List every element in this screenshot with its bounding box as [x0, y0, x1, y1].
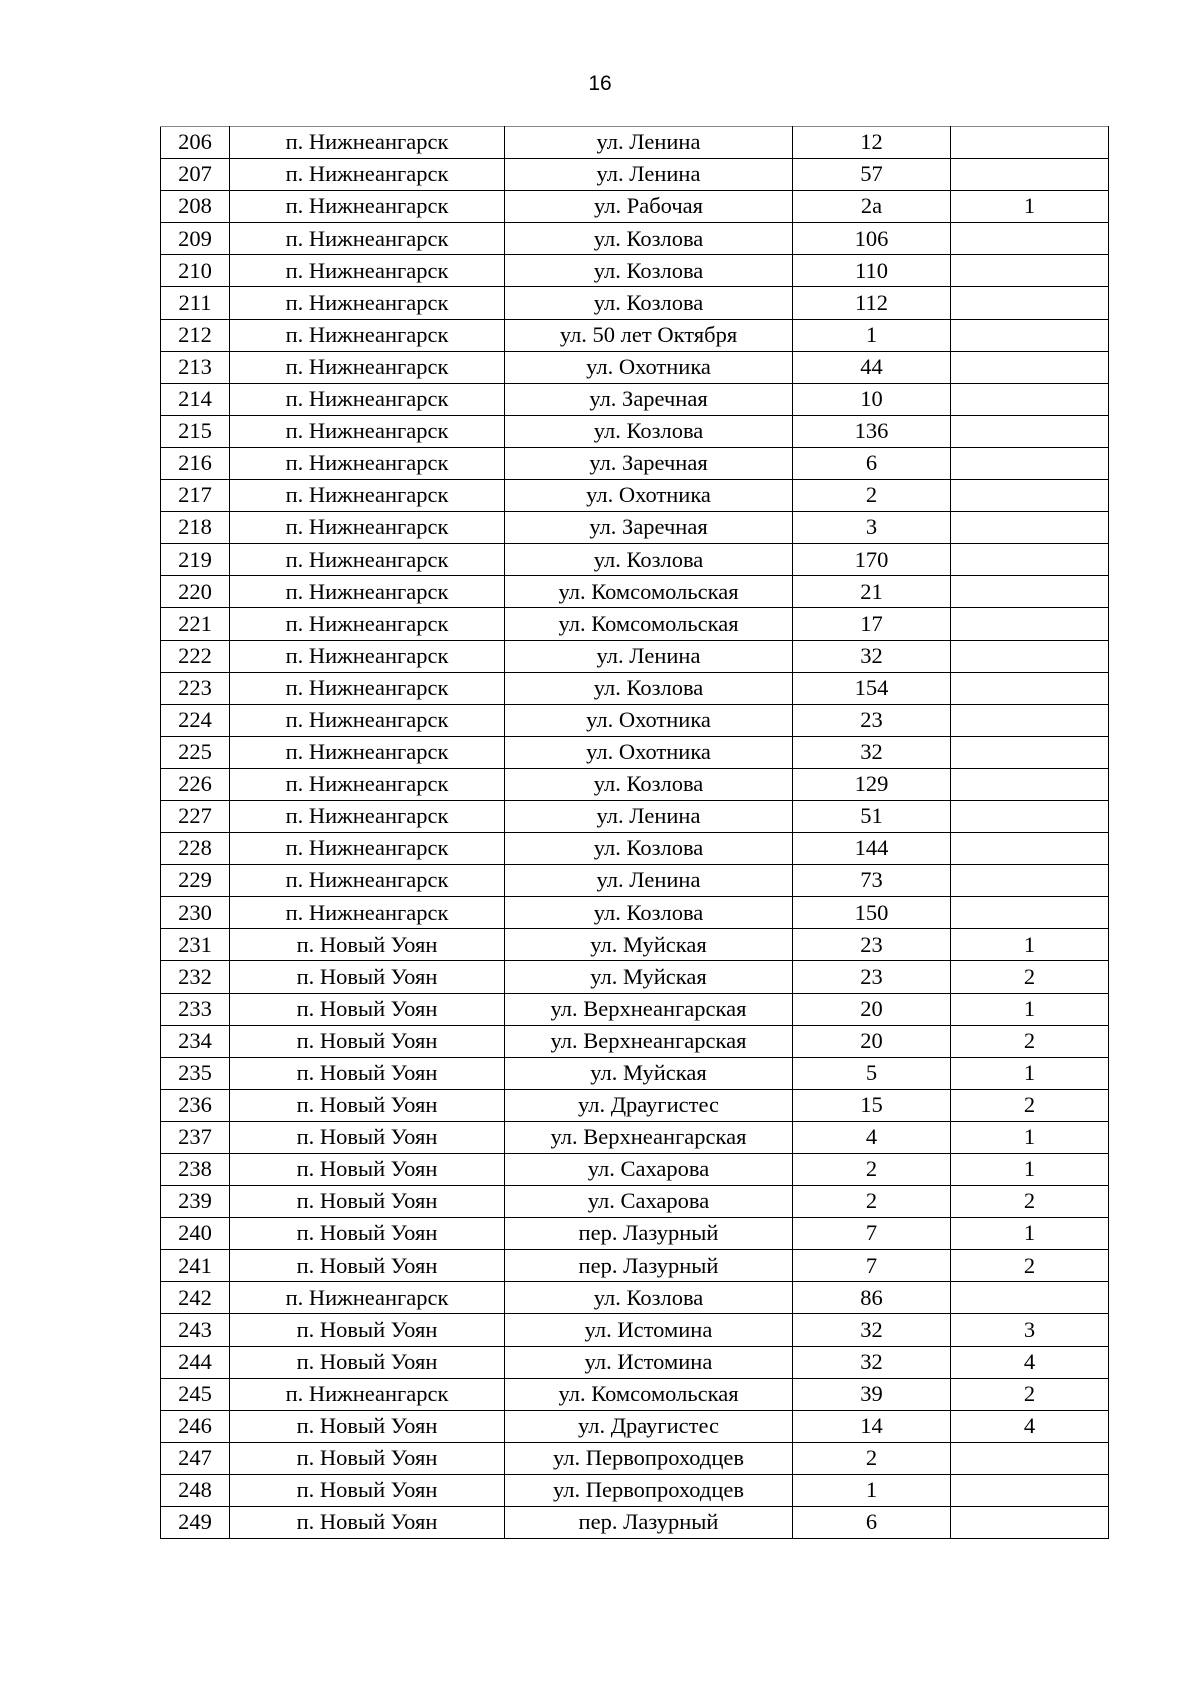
apartment-cell [951, 223, 1109, 255]
table-row [161, 1474, 1109, 1506]
table-row [161, 1250, 1109, 1282]
street-cell: ул. Козлова [505, 255, 793, 287]
table-row [161, 512, 1109, 544]
table-row [161, 800, 1109, 832]
settlement-cell: п. Новый Уоян [230, 1314, 505, 1346]
row-number-cell: 217 [161, 480, 230, 512]
settlement-cell: п. Новый Уоян [230, 1507, 505, 1539]
street-cell: ул. Ленина [505, 159, 793, 191]
settlement-cell: п. Нижнеангарск [230, 351, 505, 383]
apartment-cell: 1 [951, 1154, 1109, 1186]
table-row [161, 833, 1109, 865]
apartment-cell [951, 704, 1109, 736]
settlement-cell: п. Нижнеангарск [230, 383, 505, 415]
settlement-cell: п. Нижнеангарск [230, 544, 505, 576]
row-number-cell: 233 [161, 993, 230, 1025]
apartment-cell [951, 447, 1109, 479]
row-number-cell: 216 [161, 447, 230, 479]
settlement-cell: п. Нижнеангарск [230, 415, 505, 447]
settlement-cell: п. Новый Уоян [230, 1218, 505, 1250]
house-number-cell: 32 [793, 640, 951, 672]
table-row [161, 191, 1109, 223]
house-number-cell: 21 [793, 576, 951, 608]
street-cell: ул. Козлова [505, 287, 793, 319]
house-number-cell: 23 [793, 961, 951, 993]
apartment-cell [951, 1474, 1109, 1506]
house-number-cell: 7 [793, 1218, 951, 1250]
settlement-cell: п. Нижнеангарск [230, 512, 505, 544]
house-number-cell: 32 [793, 736, 951, 768]
table-row [161, 1025, 1109, 1057]
settlement-cell: п. Новый Уоян [230, 1346, 505, 1378]
row-number-cell: 234 [161, 1025, 230, 1057]
row-number-cell: 231 [161, 929, 230, 961]
row-number-cell: 210 [161, 255, 230, 287]
row-number-cell: 223 [161, 672, 230, 704]
row-number-cell: 228 [161, 833, 230, 865]
row-number-cell: 243 [161, 1314, 230, 1346]
table-row [161, 1218, 1109, 1250]
house-number-cell: 3 [793, 512, 951, 544]
house-number-cell: 32 [793, 1314, 951, 1346]
row-number-cell: 232 [161, 961, 230, 993]
settlement-cell: п. Новый Уоян [230, 1442, 505, 1474]
row-number-cell: 245 [161, 1378, 230, 1410]
row-number-cell: 207 [161, 159, 230, 191]
row-number-cell: 219 [161, 544, 230, 576]
table-row [161, 1282, 1109, 1314]
house-number-cell: 112 [793, 287, 951, 319]
table-row [161, 1442, 1109, 1474]
house-number-cell: 14 [793, 1410, 951, 1442]
house-number-cell: 2 [793, 480, 951, 512]
table-row [161, 929, 1109, 961]
house-number-cell: 39 [793, 1378, 951, 1410]
settlement-cell: п. Нижнеангарск [230, 319, 505, 351]
street-cell: ул. Козлова [505, 768, 793, 800]
settlement-cell: п. Новый Уоян [230, 993, 505, 1025]
table-row [161, 480, 1109, 512]
settlement-cell: п. Новый Уоян [230, 929, 505, 961]
street-cell: ул. Сахарова [505, 1186, 793, 1218]
settlement-cell: п. Нижнеангарск [230, 255, 505, 287]
apartment-cell: 2 [951, 1250, 1109, 1282]
house-number-cell: 23 [793, 929, 951, 961]
apartment-cell [951, 1442, 1109, 1474]
apartment-cell: 1 [951, 191, 1109, 223]
settlement-cell: п. Нижнеангарск [230, 1378, 505, 1410]
apartment-cell: 2 [951, 961, 1109, 993]
house-number-cell: 2 [793, 1186, 951, 1218]
house-number-cell: 86 [793, 1282, 951, 1314]
house-number-cell: 73 [793, 865, 951, 897]
table-row [161, 1378, 1109, 1410]
table-row [161, 159, 1109, 191]
street-cell: ул. Козлова [505, 1282, 793, 1314]
settlement-cell: п. Нижнеангарск [230, 800, 505, 832]
row-number-cell: 246 [161, 1410, 230, 1442]
street-cell: ул. Верхнеангарская [505, 993, 793, 1025]
house-number-cell: 17 [793, 608, 951, 640]
row-number-cell: 230 [161, 897, 230, 929]
settlement-cell: п. Новый Уоян [230, 1154, 505, 1186]
row-number-cell: 213 [161, 351, 230, 383]
street-cell: ул. Сахарова [505, 1154, 793, 1186]
house-number-cell: 144 [793, 833, 951, 865]
apartment-cell [951, 351, 1109, 383]
street-cell: ул. Заречная [505, 512, 793, 544]
settlement-cell: п. Нижнеангарск [230, 704, 505, 736]
street-cell: ул. Козлова [505, 833, 793, 865]
settlement-cell: п. Нижнеангарск [230, 897, 505, 929]
apartment-cell [951, 736, 1109, 768]
house-number-cell: 154 [793, 672, 951, 704]
table-row [161, 993, 1109, 1025]
house-number-cell: 10 [793, 383, 951, 415]
row-number-cell: 249 [161, 1507, 230, 1539]
street-cell: ул. Муйская [505, 929, 793, 961]
table-row [161, 640, 1109, 672]
street-cell: ул. Охотника [505, 351, 793, 383]
table-row [161, 608, 1109, 640]
row-number-cell: 238 [161, 1154, 230, 1186]
table-row [161, 576, 1109, 608]
street-cell: ул. Охотника [505, 704, 793, 736]
apartment-cell [951, 1282, 1109, 1314]
apartment-cell: 1 [951, 929, 1109, 961]
settlement-cell: п. Нижнеангарск [230, 127, 505, 159]
house-number-cell: 57 [793, 159, 951, 191]
row-number-cell: 240 [161, 1218, 230, 1250]
settlement-cell: п. Нижнеангарск [230, 736, 505, 768]
street-cell: пер. Лазурный [505, 1507, 793, 1539]
apartment-cell [951, 833, 1109, 865]
row-number-cell: 226 [161, 768, 230, 800]
page-number: 16 [588, 72, 612, 95]
row-number-cell: 208 [161, 191, 230, 223]
row-number-cell: 206 [161, 127, 230, 159]
settlement-cell: п. Нижнеангарск [230, 865, 505, 897]
table-row [161, 1507, 1109, 1539]
table-row [161, 736, 1109, 768]
apartment-cell [951, 512, 1109, 544]
apartment-cell [951, 319, 1109, 351]
house-number-cell: 136 [793, 415, 951, 447]
house-number-cell: 170 [793, 544, 951, 576]
row-number-cell: 227 [161, 800, 230, 832]
table-row [161, 1410, 1109, 1442]
apartment-cell: 1 [951, 993, 1109, 1025]
settlement-cell: п. Новый Уоян [230, 1474, 505, 1506]
apartment-cell [951, 480, 1109, 512]
street-cell: ул. Козлова [505, 544, 793, 576]
apartment-cell: 2 [951, 1025, 1109, 1057]
street-cell: ул. Рабочая [505, 191, 793, 223]
house-number-cell: 15 [793, 1089, 951, 1121]
street-cell: пер. Лазурный [505, 1250, 793, 1282]
row-number-cell: 242 [161, 1282, 230, 1314]
house-number-cell: 6 [793, 1507, 951, 1539]
settlement-cell: п. Новый Уоян [230, 961, 505, 993]
row-number-cell: 229 [161, 865, 230, 897]
table-row [161, 351, 1109, 383]
settlement-cell: п. Нижнеангарск [230, 159, 505, 191]
settlement-cell: п. Нижнеангарск [230, 672, 505, 704]
table-row [161, 544, 1109, 576]
apartment-cell [951, 865, 1109, 897]
table-row [161, 319, 1109, 351]
settlement-cell: п. Нижнеангарск [230, 640, 505, 672]
apartment-cell [951, 159, 1109, 191]
row-number-cell: 247 [161, 1442, 230, 1474]
table-row [161, 704, 1109, 736]
apartment-cell: 3 [951, 1314, 1109, 1346]
table-row [161, 672, 1109, 704]
apartment-cell [951, 127, 1109, 159]
house-number-cell: 2а [793, 191, 951, 223]
house-number-cell: 129 [793, 768, 951, 800]
settlement-cell: п. Новый Уоян [230, 1025, 505, 1057]
settlement-cell: п. Новый Уоян [230, 1057, 505, 1089]
apartment-cell [951, 608, 1109, 640]
street-cell: ул. Охотника [505, 480, 793, 512]
apartment-cell [951, 287, 1109, 319]
street-cell: ул. Первопроходцев [505, 1442, 793, 1474]
row-number-cell: 244 [161, 1346, 230, 1378]
house-number-cell: 106 [793, 223, 951, 255]
apartment-cell: 2 [951, 1186, 1109, 1218]
house-number-cell: 51 [793, 800, 951, 832]
house-number-cell: 20 [793, 1025, 951, 1057]
row-number-cell: 224 [161, 704, 230, 736]
row-number-cell: 214 [161, 383, 230, 415]
table-row [161, 1346, 1109, 1378]
table-row [161, 415, 1109, 447]
settlement-cell: п. Новый Уоян [230, 1089, 505, 1121]
apartment-cell: 4 [951, 1410, 1109, 1442]
apartment-cell [951, 383, 1109, 415]
table-body [161, 127, 1109, 1539]
street-cell: ул. Заречная [505, 383, 793, 415]
house-number-cell: 1 [793, 1474, 951, 1506]
street-cell: ул. Козлова [505, 897, 793, 929]
settlement-cell: п. Нижнеангарск [230, 833, 505, 865]
street-cell: ул. Козлова [505, 415, 793, 447]
table-row [161, 768, 1109, 800]
street-cell: ул. Ленина [505, 865, 793, 897]
apartment-cell [951, 768, 1109, 800]
row-number-cell: 211 [161, 287, 230, 319]
apartment-cell [951, 800, 1109, 832]
street-cell: ул. Муйская [505, 1057, 793, 1089]
row-number-cell: 235 [161, 1057, 230, 1089]
apartment-cell [951, 640, 1109, 672]
street-cell: ул. Истомина [505, 1314, 793, 1346]
street-cell: ул. Драугистес [505, 1410, 793, 1442]
apartment-cell [951, 415, 1109, 447]
house-number-cell: 7 [793, 1250, 951, 1282]
street-cell: ул. Муйская [505, 961, 793, 993]
table-row [161, 1089, 1109, 1121]
settlement-cell: п. Новый Уоян [230, 1121, 505, 1153]
house-number-cell: 5 [793, 1057, 951, 1089]
address-table [160, 126, 1109, 1539]
street-cell: ул. Заречная [505, 447, 793, 479]
settlement-cell: п. Новый Уоян [230, 1250, 505, 1282]
house-number-cell: 23 [793, 704, 951, 736]
apartment-cell [951, 1507, 1109, 1539]
table-row [161, 223, 1109, 255]
row-number-cell: 236 [161, 1089, 230, 1121]
settlement-cell: п. Нижнеангарск [230, 223, 505, 255]
table-row [161, 1314, 1109, 1346]
settlement-cell: п. Новый Уоян [230, 1410, 505, 1442]
street-cell: ул. Комсомольская [505, 608, 793, 640]
apartment-cell [951, 897, 1109, 929]
settlement-cell: п. Нижнеангарск [230, 287, 505, 319]
row-number-cell: 209 [161, 223, 230, 255]
settlement-cell: п. Нижнеангарск [230, 576, 505, 608]
row-number-cell: 221 [161, 608, 230, 640]
row-number-cell: 220 [161, 576, 230, 608]
table-row [161, 255, 1109, 287]
settlement-cell: п. Нижнеангарск [230, 480, 505, 512]
row-number-cell: 248 [161, 1474, 230, 1506]
table-row [161, 961, 1109, 993]
row-number-cell: 225 [161, 736, 230, 768]
table-row [161, 1154, 1109, 1186]
table-row [161, 1057, 1109, 1089]
house-number-cell: 6 [793, 447, 951, 479]
settlement-cell: п. Нижнеангарск [230, 608, 505, 640]
apartment-cell: 4 [951, 1346, 1109, 1378]
street-cell: ул. Первопроходцев [505, 1474, 793, 1506]
street-cell: ул. Ленина [505, 640, 793, 672]
street-cell: ул. Истомина [505, 1346, 793, 1378]
row-number-cell: 239 [161, 1186, 230, 1218]
table-row [161, 287, 1109, 319]
row-number-cell: 215 [161, 415, 230, 447]
table-row [161, 383, 1109, 415]
apartment-cell [951, 672, 1109, 704]
house-number-cell: 150 [793, 897, 951, 929]
table-row [161, 1186, 1109, 1218]
street-cell: ул. Комсомольская [505, 576, 793, 608]
street-cell: ул. Драугистес [505, 1089, 793, 1121]
apartment-cell [951, 576, 1109, 608]
street-cell: ул. Комсомольская [505, 1378, 793, 1410]
house-number-cell: 4 [793, 1121, 951, 1153]
house-number-cell: 1 [793, 319, 951, 351]
apartment-cell: 1 [951, 1057, 1109, 1089]
row-number-cell: 237 [161, 1121, 230, 1153]
row-number-cell: 218 [161, 512, 230, 544]
house-number-cell: 2 [793, 1154, 951, 1186]
street-cell: ул. Охотника [505, 736, 793, 768]
apartment-cell: 2 [951, 1378, 1109, 1410]
settlement-cell: п. Новый Уоян [230, 1186, 505, 1218]
settlement-cell: п. Нижнеангарск [230, 768, 505, 800]
house-number-cell: 2 [793, 1442, 951, 1474]
table-row [161, 897, 1109, 929]
apartment-cell [951, 255, 1109, 287]
street-cell: ул. Верхнеангарская [505, 1025, 793, 1057]
apartment-cell: 1 [951, 1121, 1109, 1153]
table-row [161, 127, 1109, 159]
settlement-cell: п. Нижнеангарск [230, 1282, 505, 1314]
street-cell: ул. 50 лет Октября [505, 319, 793, 351]
street-cell: ул. Ленина [505, 800, 793, 832]
house-number-cell: 110 [793, 255, 951, 287]
settlement-cell: п. Нижнеангарск [230, 191, 505, 223]
street-cell: ул. Верхнеангарская [505, 1121, 793, 1153]
street-cell: ул. Ленина [505, 127, 793, 159]
house-number-cell: 20 [793, 993, 951, 1025]
apartment-cell: 1 [951, 1218, 1109, 1250]
row-number-cell: 241 [161, 1250, 230, 1282]
apartment-cell [951, 544, 1109, 576]
house-number-cell: 44 [793, 351, 951, 383]
apartment-cell: 2 [951, 1089, 1109, 1121]
table-row [161, 447, 1109, 479]
street-cell: ул. Козлова [505, 672, 793, 704]
table-row [161, 865, 1109, 897]
house-number-cell: 12 [793, 127, 951, 159]
row-number-cell: 222 [161, 640, 230, 672]
row-number-cell: 212 [161, 319, 230, 351]
settlement-cell: п. Нижнеангарск [230, 447, 505, 479]
table-row [161, 1121, 1109, 1153]
street-cell: ул. Козлова [505, 223, 793, 255]
street-cell: пер. Лазурный [505, 1218, 793, 1250]
house-number-cell: 32 [793, 1346, 951, 1378]
